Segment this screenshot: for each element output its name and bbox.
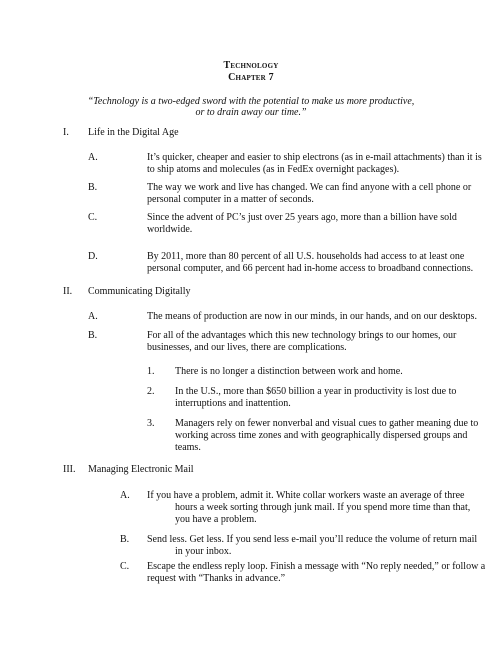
subitem-line: Managers rely on fewer nonverbal and visual cues to gather meaning due to bbox=[175, 418, 479, 429]
item-line: businesses, and our lives, there are complications. bbox=[147, 342, 347, 353]
item-line: Send less. Get less. If you send less e-mail you’ll reduce the volume of return mail bbox=[147, 534, 478, 545]
item-line: personal computer, and 66 percent had in-home access to broadband connections. bbox=[147, 263, 474, 274]
section-heading: Managing Electronic Mail bbox=[88, 464, 194, 475]
item-letter: A. bbox=[88, 311, 98, 322]
item-line: hours a week sorting through junk mail. If you spend more time than that, bbox=[175, 502, 471, 513]
epigraph-line-2: or to drain away our time.” bbox=[195, 107, 307, 118]
item-letter: B. bbox=[120, 534, 130, 545]
item-line: It’s quicker, cheaper and easier to ship electrons (as in e-mail attachments) than it is bbox=[147, 152, 482, 163]
subitem-line: interruptions and inattention. bbox=[175, 398, 291, 409]
subitem-line: In the U.S., more than $650 billion a year in productivity is lost due to bbox=[175, 386, 457, 397]
item-letter: A. bbox=[88, 152, 98, 163]
subitem-number: 3. bbox=[147, 418, 155, 429]
subitem-line: There is no longer a distinction between work and home. bbox=[175, 366, 403, 377]
item-line: in your inbox. bbox=[175, 546, 232, 557]
section-numeral: II. bbox=[63, 286, 73, 297]
subitem-number: 1. bbox=[147, 366, 155, 377]
item-line: For all of the advantages which this new technology brings to our homes, our bbox=[147, 330, 457, 341]
item-letter: B. bbox=[88, 330, 98, 341]
title-line-2: Chapter 7 bbox=[228, 72, 274, 83]
item-letter: D. bbox=[88, 251, 98, 262]
section-numeral: I. bbox=[63, 127, 69, 138]
item-letter: C. bbox=[88, 212, 98, 223]
item-letter: A. bbox=[120, 490, 130, 501]
item-line: The means of production are now in our minds, in our hands, and on our desktops. bbox=[147, 311, 477, 322]
item-line: By 2011, more than 80 percent of all U.S. households had access to at least one bbox=[147, 251, 465, 262]
item-line: to ship atoms and molecules (as in FedEx overnight packages). bbox=[147, 164, 400, 175]
section-numeral: III. bbox=[63, 464, 76, 475]
title-line-1: Technology bbox=[223, 60, 279, 71]
item-line: request with “Thanks in advance.” bbox=[147, 573, 286, 584]
item-line: you have a problem. bbox=[175, 514, 257, 525]
item-line: Escape the endless reply loop. Finish a message with “No reply needed,” or follow a bbox=[147, 561, 486, 572]
item-line: personal computer in a matter of seconds. bbox=[147, 194, 314, 205]
item-line: worldwide. bbox=[147, 224, 193, 235]
item-line: If you have a problem, admit it. White collar workers waste an average of three bbox=[147, 490, 465, 501]
subitem-number: 2. bbox=[147, 386, 155, 397]
section-heading: Communicating Digitally bbox=[88, 286, 191, 297]
subitem-line: teams. bbox=[175, 442, 201, 453]
item-line: Since the advent of PC’s just over 25 years ago, more than a billion have sold bbox=[147, 212, 457, 223]
item-letter: B. bbox=[88, 182, 98, 193]
item-line: The way we work and live has changed. We can find anyone with a cell phone or bbox=[147, 182, 472, 193]
section-heading: Life in the Digital Age bbox=[88, 127, 179, 138]
subitem-line: working across time zones and with geographically dispersed groups and bbox=[175, 430, 468, 441]
epigraph-line-1: “Technology is a two-edged sword with the potential to make us more productive, bbox=[87, 96, 415, 107]
item-letter: C. bbox=[120, 561, 130, 572]
